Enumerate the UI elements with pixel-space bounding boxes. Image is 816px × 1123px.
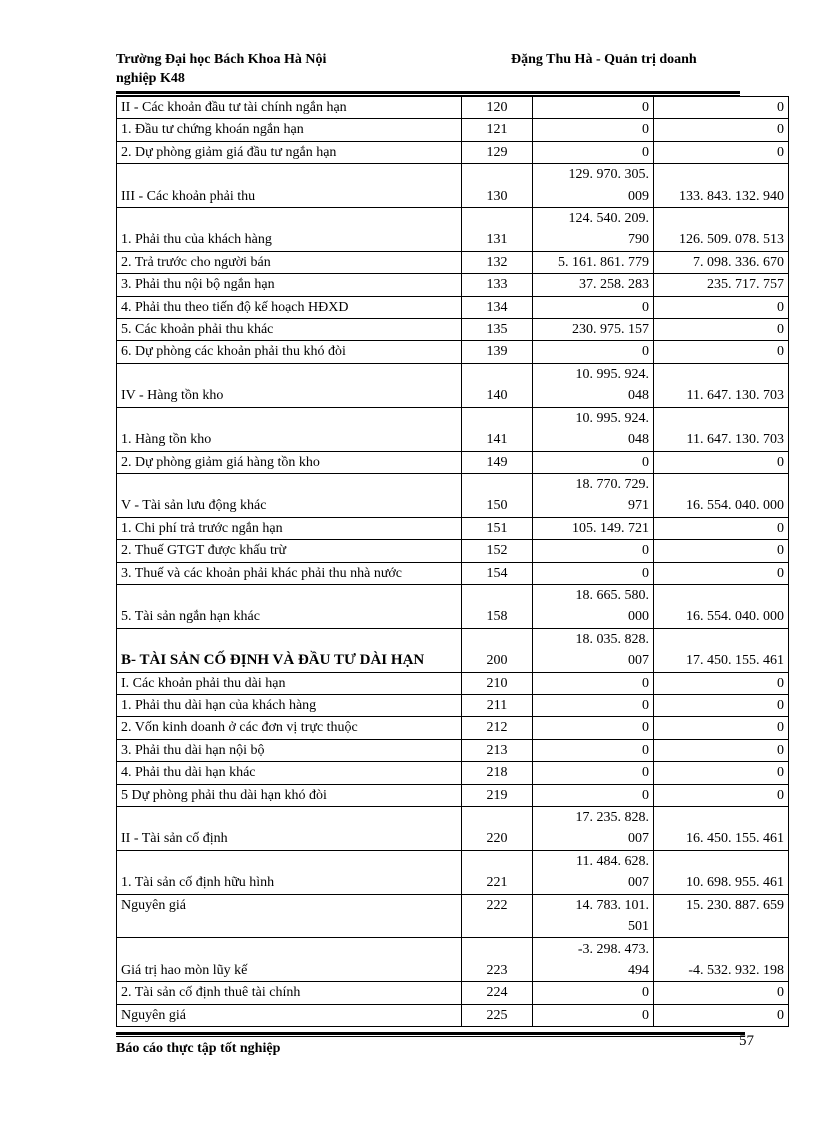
table-row: [117, 584, 789, 628]
row-end-value: 0: [533, 1004, 654, 1026]
row-begin-value: 16. 554. 040. 000: [654, 473, 789, 517]
row-code: 129: [462, 141, 533, 163]
balance-sheet-table: [116, 96, 789, 1027]
table-row: [117, 473, 789, 517]
row-name: 2. Dự phòng giảm giá hàng tồn kho: [117, 451, 462, 473]
row-code: 210: [462, 672, 533, 694]
row-code: 132: [462, 251, 533, 273]
row-code: 225: [462, 1004, 533, 1026]
row-name: V - Tài sản lưu động khác: [117, 473, 462, 517]
table-row: [117, 407, 789, 451]
row-end-value: 0: [533, 982, 654, 1004]
row-name: III - Các khoản phải thu: [117, 164, 462, 208]
row-name: 3. Phải thu nội bộ ngắn hạn: [117, 274, 462, 296]
row-end-value: 230. 975. 157: [533, 319, 654, 341]
row-begin-value: 0: [654, 739, 789, 761]
header-school-line1: Trường Đại học Bách Khoa Hà Nội: [116, 52, 327, 67]
table-row: [117, 341, 789, 363]
row-name: II - Các khoản đầu tư tài chính ngắn hạn: [117, 97, 462, 119]
row-end-value: 17. 235. 828. 007: [533, 807, 654, 851]
row-name: 1. Tài sản cố định hữu hình: [117, 850, 462, 894]
row-end-value: 0: [533, 341, 654, 363]
table-row: [117, 97, 789, 119]
row-begin-value: 0: [654, 784, 789, 806]
table-row: [117, 628, 789, 672]
row-name: 5. Các khoản phải thu khác: [117, 319, 462, 341]
table-row: [117, 319, 789, 341]
table-row: [117, 451, 789, 473]
row-begin-value: 0: [654, 296, 789, 318]
row-name: 2. Tài sản cố định thuê tài chính: [117, 982, 462, 1004]
row-code: 212: [462, 717, 533, 739]
row-begin-value: 11. 647. 130. 703: [654, 363, 789, 407]
row-code: 151: [462, 517, 533, 539]
table-row: [117, 894, 789, 938]
table-row: [117, 1004, 789, 1026]
row-end-value: 10. 995. 924. 048: [533, 407, 654, 451]
row-code: 224: [462, 982, 533, 1004]
footer-rule: [116, 1032, 745, 1035]
row-name: Nguyên giá: [117, 1004, 462, 1026]
row-begin-value: 0: [654, 717, 789, 739]
row-end-value: 5. 161. 861. 779: [533, 251, 654, 273]
row-code: 140: [462, 363, 533, 407]
row-begin-value: 133. 843. 132. 940: [654, 164, 789, 208]
row-end-value: 0: [533, 717, 654, 739]
row-end-value: 11. 484. 628. 007: [533, 850, 654, 894]
row-name: 1. Phải thu dài hạn của khách hàng: [117, 694, 462, 716]
row-begin-value: 0: [654, 319, 789, 341]
row-end-value: 37. 258. 283: [533, 274, 654, 296]
row-begin-value: 0: [654, 97, 789, 119]
row-name: I. Các khoản phải thu dài hạn: [117, 672, 462, 694]
table-row: [117, 717, 789, 739]
row-begin-value: 0: [654, 562, 789, 584]
row-end-value: 18. 035. 828. 007: [533, 628, 654, 672]
header-school-line2: nghiệp K48: [116, 71, 185, 86]
row-name: 6. Dự phòng các khoản phải thu khó đòi: [117, 341, 462, 363]
row-name: 1. Phải thu của khách hàng: [117, 208, 462, 252]
row-code: 120: [462, 97, 533, 119]
row-begin-value: 0: [654, 540, 789, 562]
row-code: 141: [462, 407, 533, 451]
row-begin-value: 16. 554. 040. 000: [654, 584, 789, 628]
row-code: 150: [462, 473, 533, 517]
row-code: 221: [462, 850, 533, 894]
row-begin-value: 0: [654, 451, 789, 473]
row-begin-value: 0: [654, 517, 789, 539]
row-begin-value: 126. 509. 078. 513: [654, 208, 789, 252]
row-code: 149: [462, 451, 533, 473]
row-code: 121: [462, 119, 533, 141]
row-name: 4. Phải thu dài hạn khác: [117, 762, 462, 784]
row-begin-value: 0: [654, 982, 789, 1004]
row-begin-value: 0: [654, 1004, 789, 1026]
row-end-value: 0: [533, 540, 654, 562]
table-row: [117, 540, 789, 562]
row-begin-value: 0: [654, 672, 789, 694]
row-begin-value: 0: [654, 119, 789, 141]
row-name: 1. Hàng tồn kho: [117, 407, 462, 451]
row-end-value: 0: [533, 672, 654, 694]
footer-title: Báo cáo thực tập tốt nghiệp: [116, 1041, 281, 1056]
header-rule: [116, 91, 740, 94]
row-end-value: 129. 970. 305. 009: [533, 164, 654, 208]
table-row: [117, 762, 789, 784]
row-begin-value: 0: [654, 694, 789, 716]
row-code: 152: [462, 540, 533, 562]
row-begin-value: 17. 450. 155. 461: [654, 628, 789, 672]
row-end-value: -3. 298. 473. 494: [533, 938, 654, 982]
row-code: 133: [462, 274, 533, 296]
row-code: 154: [462, 562, 533, 584]
table-row: [117, 784, 789, 806]
row-end-value: 0: [533, 739, 654, 761]
row-name: 4. Phải thu theo tiến độ kế hoạch HĐXD: [117, 296, 462, 318]
row-begin-value: 15. 230. 887. 659: [654, 894, 789, 938]
row-name: 2. Trả trước cho người bán: [117, 251, 462, 273]
table-row: [117, 807, 789, 851]
row-name: 1. Đầu tư chứng khoán ngắn hạn: [117, 119, 462, 141]
table-row: [117, 296, 789, 318]
row-name: 5. Tài sản ngắn hạn khác: [117, 584, 462, 628]
table-row: [117, 850, 789, 894]
table-row: [117, 694, 789, 716]
row-code: 213: [462, 739, 533, 761]
table-row: [117, 517, 789, 539]
row-code: 219: [462, 784, 533, 806]
table-row: [117, 363, 789, 407]
row-code: 139: [462, 341, 533, 363]
row-code: 131: [462, 208, 533, 252]
header-author: Đặng Thu Hà - Quản trị doanh: [511, 52, 697, 67]
row-end-value: 0: [533, 296, 654, 318]
row-name: 1. Chi phí trả trước ngắn hạn: [117, 517, 462, 539]
row-code: 200: [462, 628, 533, 672]
row-begin-value: 11. 647. 130. 703: [654, 407, 789, 451]
table-row: [117, 739, 789, 761]
row-end-value: 10. 995. 924. 048: [533, 363, 654, 407]
header-school: [116, 50, 326, 88]
row-name: 3. Phải thu dài hạn nội bộ: [117, 739, 462, 761]
row-code: 130: [462, 164, 533, 208]
row-code: 135: [462, 319, 533, 341]
row-name: Nguyên giá: [117, 894, 462, 938]
row-code: 220: [462, 807, 533, 851]
row-end-value: 0: [533, 762, 654, 784]
table-row: [117, 672, 789, 694]
row-name: II - Tài sản cố định: [117, 807, 462, 851]
page-number: 57: [739, 1033, 754, 1049]
row-begin-value: 7. 098. 336. 670: [654, 251, 789, 273]
footer-rule-thin: [116, 1036, 745, 1037]
table-row: [117, 562, 789, 584]
table-row: [117, 208, 789, 252]
row-end-value: 0: [533, 119, 654, 141]
table-row: [117, 164, 789, 208]
row-name: 2. Dự phòng giảm giá đầu tư ngắn hạn: [117, 141, 462, 163]
row-begin-value: -4. 532. 932. 198: [654, 938, 789, 982]
row-name: 2. Thuế GTGT được khấu trừ: [117, 540, 462, 562]
table-row: [117, 141, 789, 163]
row-code: 222: [462, 894, 533, 938]
row-end-value: 18. 665. 580. 000: [533, 584, 654, 628]
row-code: 211: [462, 694, 533, 716]
row-name: 5 Dự phòng phải thu dài hạn khó đòi: [117, 784, 462, 806]
row-end-value: 0: [533, 784, 654, 806]
row-end-value: 0: [533, 141, 654, 163]
row-name: Giá trị hao mòn lũy kế: [117, 938, 462, 982]
row-end-value: 18. 770. 729. 971: [533, 473, 654, 517]
balance-sheet-body: [117, 97, 789, 1027]
row-code: 134: [462, 296, 533, 318]
table-row: [117, 251, 789, 273]
row-code: 158: [462, 584, 533, 628]
row-name: B- TÀI SẢN CỐ ĐỊNH VÀ ĐẦU TƯ DÀI HẠN: [117, 628, 462, 672]
row-end-value: 124. 540. 209. 790: [533, 208, 654, 252]
row-end-value: 0: [533, 451, 654, 473]
row-begin-value: 0: [654, 141, 789, 163]
row-begin-value: 0: [654, 762, 789, 784]
row-name: IV - Hàng tồn kho: [117, 363, 462, 407]
table-row: [117, 119, 789, 141]
row-begin-value: 10. 698. 955. 461: [654, 850, 789, 894]
table-row: [117, 982, 789, 1004]
row-begin-value: 0: [654, 341, 789, 363]
row-begin-value: 235. 717. 757: [654, 274, 789, 296]
row-name: 2. Vốn kinh doanh ở các đơn vị trực thuộc: [117, 717, 462, 739]
row-end-value: 105. 149. 721: [533, 517, 654, 539]
row-code: 223: [462, 938, 533, 982]
row-begin-value: 16. 450. 155. 461: [654, 807, 789, 851]
row-end-value: 0: [533, 562, 654, 584]
table-row: [117, 274, 789, 296]
row-code: 218: [462, 762, 533, 784]
row-end-value: 14. 783. 101. 501: [533, 894, 654, 938]
row-end-value: 0: [533, 694, 654, 716]
row-end-value: 0: [533, 97, 654, 119]
row-name: 3. Thuế và các khoản phải khác phải thu nhà nước: [117, 562, 462, 584]
table-row: [117, 938, 789, 982]
